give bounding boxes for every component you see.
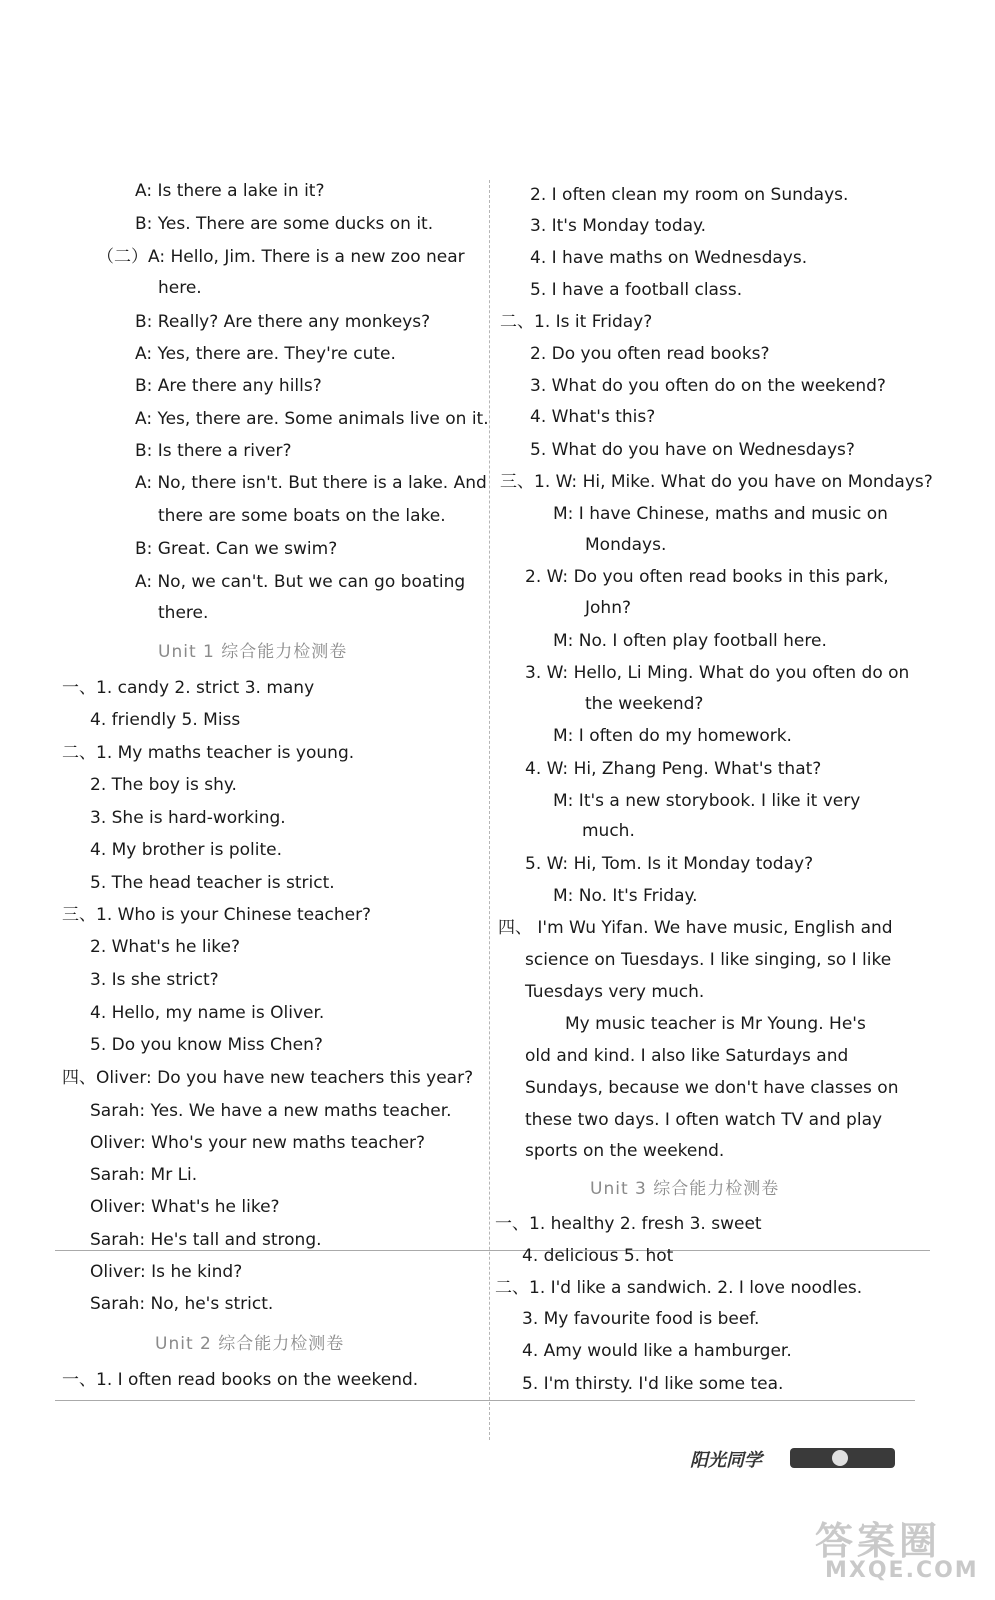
answer-line: 5. I have a football class. xyxy=(530,280,743,300)
answer-line: 4. delicious 5. hot xyxy=(522,1246,674,1266)
answer-line: 4. I have maths on Wednesdays. xyxy=(530,248,808,268)
page-badge-icon xyxy=(790,1448,895,1468)
answer-line: 3. My favourite food is beef. xyxy=(522,1309,760,1329)
answer-line: 4. My brother is polite. xyxy=(90,840,283,860)
answer-line: 5. Do you know Miss Chen? xyxy=(90,1035,323,1055)
answer-line: 四、 I'm Wu Yifan. We have music, English and xyxy=(498,918,893,938)
answer-line: Sundays, because we don't have classes on xyxy=(525,1078,899,1098)
answer-line: 4. Hello, my name is Oliver. xyxy=(90,1003,325,1023)
answer-line: Tuesdays very much. xyxy=(525,982,705,1002)
answer-line: 5. I'm thirsty. I'd like some tea. xyxy=(522,1374,784,1394)
column-divider xyxy=(489,180,490,1440)
answer-line: A: No, there isn't. But there is a lake. And xyxy=(135,473,487,493)
answer-line: Sarah: Yes. We have a new maths teacher. xyxy=(90,1101,452,1121)
answer-line: My music teacher is Mr Young. He's xyxy=(565,1014,866,1034)
answer-line: 2. Do you often read books? xyxy=(530,344,770,364)
answer-line: 三、1. W: Hi, Mike. What do you have on Mondays? xyxy=(500,472,933,492)
answer-line: here. xyxy=(158,278,202,298)
answer-line: A: No, we can't. But we can go boating xyxy=(135,572,466,592)
answer-line: Mondays. xyxy=(585,535,667,555)
answer-line: these two days. I often watch TV and play xyxy=(525,1110,883,1130)
answer-line: 2. I often clean my room on Sundays. xyxy=(530,185,849,205)
answer-line: there. xyxy=(158,603,209,623)
unit-2-heading: Unit 2 综合能力检测卷 xyxy=(155,1334,345,1354)
answer-line: 三、1. Who is your Chinese teacher? xyxy=(62,905,372,925)
answer-line: A: Yes, there are. They're cute. xyxy=(135,344,396,364)
answer-line: 一、1. candy 2. strict 3. many xyxy=(62,678,315,698)
answer-line: （二）A: Hello, Jim. There is a new zoo near xyxy=(97,247,465,267)
answer-line: 二、1. Is it Friday? xyxy=(500,312,653,332)
answer-line: 3. She is hard-working. xyxy=(90,808,286,828)
answer-line: 4. W: Hi, Zhang Peng. What's that? xyxy=(525,759,822,779)
answer-line: B: Are there any hills? xyxy=(135,376,322,396)
answer-line: A: Yes, there are. Some animals live on it. xyxy=(135,409,489,429)
answer-line: 3. W: Hello, Li Ming. What do you often do on xyxy=(525,663,910,683)
answer-line: 3. What do you often do on the weekend? xyxy=(530,376,886,396)
answer-line: M: I often do my homework. xyxy=(553,726,792,746)
answer-line: much. xyxy=(582,821,635,841)
answer-line: 一、1. healthy 2. fresh 3. sweet xyxy=(495,1214,762,1234)
answer-line: 5. W: Hi, Tom. Is it Monday today? xyxy=(525,854,814,874)
answer-line: Oliver: Is he kind? xyxy=(90,1262,243,1282)
answer-line: Sarah: Mr Li. xyxy=(90,1165,198,1185)
answer-line: 4. Amy would like a hamburger. xyxy=(522,1341,792,1361)
answer-line: Sarah: He's tall and strong. xyxy=(90,1230,322,1250)
answer-line: M: No. I often play football here. xyxy=(553,631,827,651)
answer-line: 2. W: Do you often read books in this park, xyxy=(525,567,889,587)
answer-line: sports on the weekend. xyxy=(525,1141,725,1161)
answer-line: M: No. It's Friday. xyxy=(553,886,698,906)
answer-line: Oliver: Who's your new maths teacher? xyxy=(90,1133,426,1153)
unit-3-heading: Unit 3 综合能力检测卷 xyxy=(590,1179,780,1199)
answer-line: old and kind. I also like Saturdays and xyxy=(525,1046,849,1066)
answer-line: B: Great. Can we swim? xyxy=(135,539,338,559)
answer-line: Sarah: No, he's strict. xyxy=(90,1294,274,1314)
answer-line: B: Really? Are there any monkeys? xyxy=(135,312,431,332)
answer-line: science on Tuesdays. I like singing, so I like xyxy=(525,950,892,970)
answer-line: 2. The boy is shy. xyxy=(90,775,237,795)
watermark-title: 答案圈 xyxy=(815,1519,942,1563)
answer-line: the weekend? xyxy=(585,694,704,714)
answer-line: 5. The head teacher is strict. xyxy=(90,873,335,893)
fold-line xyxy=(55,1250,930,1251)
answer-line: M: It's a new storybook. I like it very xyxy=(553,791,861,811)
answer-line: B: Yes. There are some ducks on it. xyxy=(135,214,434,234)
answer-line: 5. What do you have on Wednesdays? xyxy=(530,440,855,460)
watermark-url: MXQE.COM xyxy=(825,1558,979,1583)
answer-line: 一、1. I often read books on the weekend. xyxy=(62,1370,419,1390)
footer-rule xyxy=(55,1400,915,1401)
answer-line: 二、1. I'd like a sandwich. 2. I love noodles. xyxy=(495,1278,863,1298)
answer-line: John? xyxy=(585,598,631,618)
answer-line: 4. friendly 5. Miss xyxy=(90,710,241,730)
answer-line: 四、Oliver: Do you have new teachers this year? xyxy=(62,1068,474,1088)
answer-line: there are some boats on the lake. xyxy=(158,506,446,526)
answer-line: 4. What's this? xyxy=(530,407,656,427)
answer-line: 2. What's he like? xyxy=(90,937,241,957)
answer-line: B: Is there a river? xyxy=(135,441,292,461)
answer-line: 3. Is she strict? xyxy=(90,970,219,990)
answer-line: A: Is there a lake in it? xyxy=(135,181,325,201)
answer-line: Oliver: What's he like? xyxy=(90,1197,280,1217)
answer-line: 3. It's Monday today. xyxy=(530,216,707,236)
watermark xyxy=(805,1510,985,1590)
brand-logo: 阳光同学 xyxy=(690,1450,762,1471)
footer-brand xyxy=(690,1446,910,1470)
answer-line: M: I have Chinese, maths and music on xyxy=(553,504,888,524)
answer-line: 二、1. My maths teacher is young. xyxy=(62,743,355,763)
unit-1-heading: Unit 1 综合能力检测卷 xyxy=(158,642,348,662)
